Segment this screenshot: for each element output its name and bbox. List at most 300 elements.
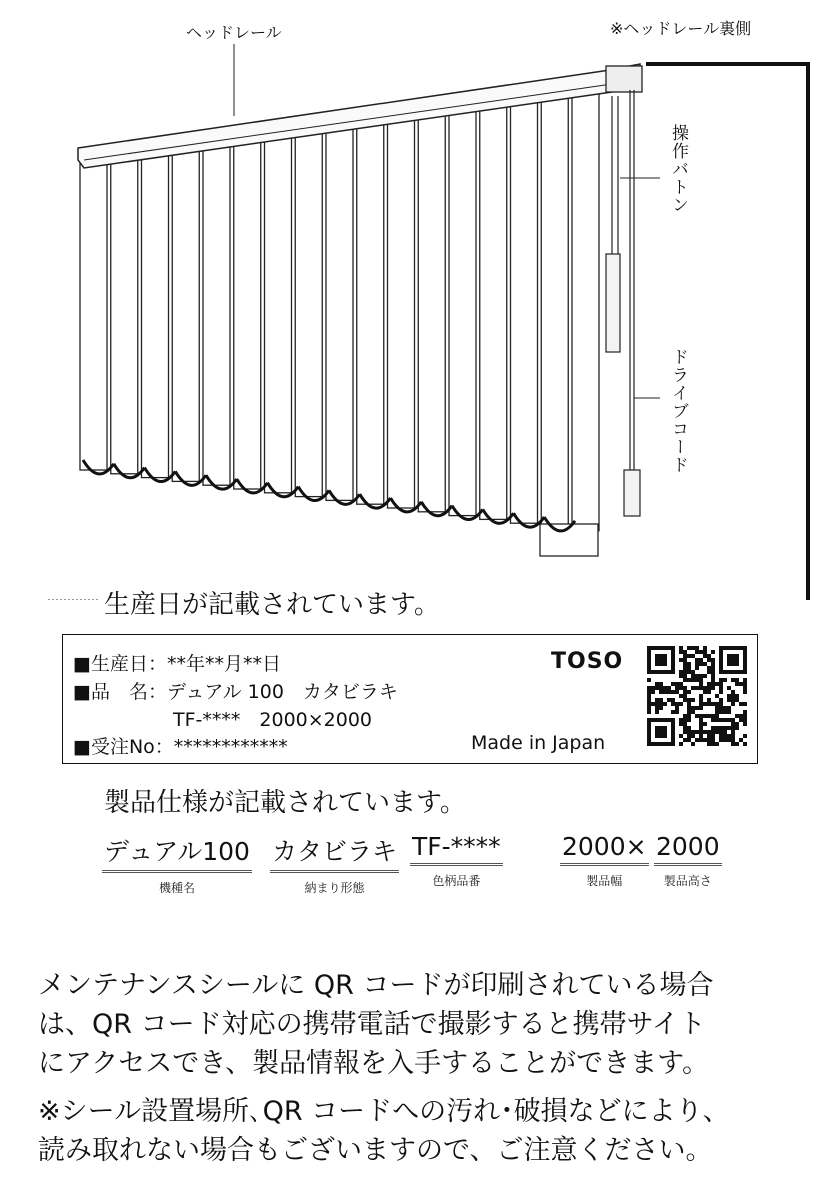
- qr-module: [691, 670, 695, 674]
- blind-slat: [234, 140, 261, 489]
- qr-module: [691, 730, 695, 734]
- qr-module: [707, 702, 711, 706]
- qr-finder-module: [655, 654, 667, 666]
- qr-module: [703, 690, 707, 694]
- qr-module: [663, 686, 667, 690]
- qr-module: [719, 678, 723, 682]
- qr-module: [695, 706, 699, 710]
- qr-module: [735, 678, 739, 682]
- brand-logo: TOSO: [551, 649, 624, 674]
- qr-module: [679, 686, 683, 690]
- qr-module: [691, 706, 695, 710]
- qr-module: [711, 658, 715, 662]
- qr-module: [695, 650, 699, 654]
- qr-module: [715, 694, 719, 698]
- cord-weight: [624, 470, 640, 516]
- head-rail-endcap: [606, 66, 642, 92]
- qr-module: [691, 686, 695, 690]
- qr-module: [683, 678, 687, 682]
- qr-module: [699, 678, 703, 682]
- qr-module: [739, 714, 743, 718]
- caution-line: 読み取れない場合もございますので、ご注意ください。: [38, 1135, 713, 1166]
- qr-module: [695, 662, 699, 666]
- label-order-no: ■受注No：************: [73, 736, 288, 758]
- qr-module: [723, 734, 727, 738]
- qr-module: [743, 686, 747, 690]
- qr-module: [683, 658, 687, 662]
- qr-module: [715, 742, 719, 746]
- qr-module: [711, 674, 715, 678]
- qr-module: [699, 706, 703, 710]
- qr-info-line: にアクセスでき、製品情報を入手することができます。: [38, 1048, 709, 1079]
- spec-width-value: 2000×: [560, 832, 649, 866]
- qr-module: [707, 682, 711, 686]
- qr-module: [647, 710, 651, 714]
- qr-module: [711, 738, 715, 742]
- qr-module: [695, 674, 699, 678]
- qr-module: [731, 742, 735, 746]
- qr-module: [659, 686, 663, 690]
- qr-module: [731, 694, 735, 698]
- qr-module: [695, 678, 699, 682]
- qr-module: [743, 682, 747, 686]
- qr-module: [659, 698, 663, 702]
- qr-module: [743, 718, 747, 722]
- qr-module: [727, 694, 731, 698]
- qr-module: [703, 702, 707, 706]
- qr-module: [723, 718, 727, 722]
- spec-model: [102, 832, 252, 896]
- qr-module: [707, 738, 711, 742]
- qr-module: [659, 682, 663, 686]
- qr-module: [691, 742, 695, 746]
- qr-module: [687, 714, 691, 718]
- qr-module: [731, 738, 735, 742]
- qr-module: [687, 734, 691, 738]
- blind-slat: [541, 92, 568, 527]
- qr-module: [703, 738, 707, 742]
- blind-slat: [480, 102, 507, 520]
- qr-module: [727, 686, 731, 690]
- qr-module: [703, 730, 707, 734]
- qr-module: [739, 738, 743, 742]
- qr-module: [659, 690, 663, 694]
- qr-module: [731, 722, 735, 726]
- qr-module: [675, 702, 679, 706]
- qr-module: [711, 742, 715, 746]
- qr-module: [743, 722, 747, 726]
- qr-module: [731, 702, 735, 706]
- qr-module: [711, 670, 715, 674]
- qr-module: [671, 682, 675, 686]
- spec-model-caption: 機種名: [158, 881, 195, 895]
- baton-grip: [606, 254, 620, 352]
- qr-module: [691, 710, 695, 714]
- qr-module: [707, 698, 711, 702]
- qr-module: [743, 678, 747, 682]
- qr-module: [699, 734, 703, 738]
- qr-module: [647, 702, 651, 706]
- spec-height-caption: 製品高さ: [663, 874, 712, 888]
- qr-module: [719, 734, 723, 738]
- qr-module: [711, 718, 715, 722]
- qr-module: [699, 702, 703, 706]
- qr-module: [683, 686, 687, 690]
- qr-module: [719, 730, 723, 734]
- qr-module: [691, 734, 695, 738]
- qr-module: [727, 710, 731, 714]
- qr-module: [699, 738, 703, 742]
- qr-module: [715, 718, 719, 722]
- qr-module: [735, 714, 739, 718]
- spec-color-value: TF-****: [410, 832, 503, 866]
- qr-module: [743, 690, 747, 694]
- qr-module: [715, 682, 719, 686]
- label-production-date: ■生産日：**年**月**日: [73, 653, 281, 675]
- qr-module: [727, 706, 731, 710]
- qr-module: [695, 686, 699, 690]
- qr-module: [679, 646, 683, 650]
- blind-slat: [142, 154, 169, 477]
- qr-module: [647, 686, 651, 690]
- qr-code-icon: [647, 645, 747, 747]
- qr-module: [691, 698, 695, 702]
- qr-module: [727, 698, 731, 702]
- qr-module: [735, 698, 739, 702]
- qr-module: [655, 710, 659, 714]
- qr-module: [719, 698, 723, 702]
- qr-module: [707, 742, 711, 746]
- qr-module: [679, 682, 683, 686]
- qr-module: [723, 738, 727, 742]
- qr-module: [647, 706, 651, 710]
- qr-module: [687, 698, 691, 702]
- qr-module: [723, 730, 727, 734]
- qr-module: [727, 738, 731, 742]
- qr-module: [655, 686, 659, 690]
- qr-module: [735, 742, 739, 746]
- qr-module: [731, 698, 735, 702]
- qr-info-paragraph: [38, 966, 713, 1083]
- caution-paragraph: [38, 1092, 730, 1170]
- qr-module: [687, 666, 691, 670]
- qr-module: [699, 686, 703, 690]
- qr-module: [699, 674, 703, 678]
- blind-slat: [172, 150, 199, 482]
- qr-module: [719, 686, 723, 690]
- qr-module: [683, 718, 687, 722]
- qr-module: [683, 666, 687, 670]
- production-date-note: 生産日が記載されています。: [104, 590, 440, 620]
- qr-module: [699, 698, 703, 702]
- qr-module: [703, 722, 707, 726]
- qr-module: [683, 694, 687, 698]
- qr-module: [671, 690, 675, 694]
- qr-module: [711, 730, 715, 734]
- qr-module: [651, 702, 655, 706]
- qr-module: [703, 654, 707, 658]
- qr-module: [683, 690, 687, 694]
- qr-module: [711, 662, 715, 666]
- head-rail-label: ヘッドレール: [186, 23, 282, 42]
- qr-module: [715, 730, 719, 734]
- qr-module: [743, 734, 747, 738]
- qr-module: [707, 658, 711, 662]
- qr-module: [695, 738, 699, 742]
- qr-module: [739, 702, 743, 706]
- qr-module: [743, 702, 747, 706]
- spec-color-caption: 色柄品番: [432, 874, 481, 888]
- qr-module: [687, 726, 691, 730]
- qr-module: [691, 674, 695, 678]
- qr-module: [707, 734, 711, 738]
- qr-module: [731, 734, 735, 738]
- maintenance-label: [62, 634, 758, 764]
- qr-module: [707, 730, 711, 734]
- qr-module: [727, 718, 731, 722]
- qr-module: [687, 706, 691, 710]
- qr-module: [711, 666, 715, 670]
- baton-label: 操作バトン: [668, 124, 688, 214]
- qr-module: [707, 670, 711, 674]
- qr-module: [667, 690, 671, 694]
- qr-module: [675, 690, 679, 694]
- qr-module: [711, 726, 715, 730]
- qr-module: [655, 698, 659, 702]
- qr-module: [735, 726, 739, 730]
- qr-module: [707, 714, 711, 718]
- qr-module: [667, 698, 671, 702]
- blind-slat: [511, 97, 538, 523]
- qr-module: [711, 678, 715, 682]
- qr-info-line: メンテナンスシールに QR コードが印刷されている場合: [38, 970, 714, 1001]
- qr-module: [743, 714, 747, 718]
- qr-module: [683, 654, 687, 658]
- qr-module: [671, 702, 675, 706]
- qr-module: [675, 710, 679, 714]
- made-in-label: Made in Japan: [471, 732, 606, 754]
- qr-module: [723, 678, 727, 682]
- qr-module: [703, 650, 707, 654]
- qr-module: [679, 702, 683, 706]
- qr-module: [647, 698, 651, 702]
- qr-module: [739, 718, 743, 722]
- qr-module: [659, 702, 663, 706]
- qr-module: [719, 710, 723, 714]
- spec-model-value: デュアル100: [102, 832, 252, 873]
- qr-module: [687, 690, 691, 694]
- qr-module: [699, 730, 703, 734]
- qr-module: [711, 702, 715, 706]
- qr-module: [687, 738, 691, 742]
- qr-module: [743, 710, 747, 714]
- qr-module: [727, 734, 731, 738]
- qr-module: [695, 730, 699, 734]
- qr-module: [663, 690, 667, 694]
- blind-slat: [295, 130, 322, 496]
- qr-module: [719, 682, 723, 686]
- qr-module: [695, 666, 699, 670]
- blind-slat: [111, 159, 138, 474]
- qr-module: [647, 694, 651, 698]
- qr-module: [727, 726, 731, 730]
- qr-module: [683, 738, 687, 742]
- qr-module: [719, 718, 723, 722]
- qr-module: [707, 654, 711, 658]
- spec-style: [270, 832, 399, 896]
- qr-module: [703, 714, 707, 718]
- qr-module: [703, 686, 707, 690]
- qr-module: [687, 710, 691, 714]
- qr-module: [687, 678, 691, 682]
- qr-module: [711, 686, 715, 690]
- qr-module: [707, 690, 711, 694]
- qr-module: [719, 690, 723, 694]
- qr-module: [655, 682, 659, 686]
- qr-module: [743, 742, 747, 746]
- qr-module: [723, 706, 727, 710]
- spec-height-value: 2000: [654, 832, 722, 866]
- qr-module: [699, 650, 703, 654]
- qr-module: [719, 702, 723, 706]
- qr-module: [691, 678, 695, 682]
- qr-module: [719, 738, 723, 742]
- qr-module: [655, 702, 659, 706]
- qr-module: [683, 670, 687, 674]
- qr-module: [731, 690, 735, 694]
- qr-module: [707, 666, 711, 670]
- spec-width-caption: 製品幅: [586, 874, 623, 888]
- qr-module: [683, 650, 687, 654]
- qr-module: [703, 646, 707, 650]
- qr-module: [699, 726, 703, 730]
- qr-module: [683, 698, 687, 702]
- qr-module: [699, 662, 703, 666]
- caution-line: ※シール設置場所､QR コードへの汚れ･破損などにより、: [38, 1096, 730, 1127]
- label-product-code: TF-**** 2000×2000: [173, 709, 373, 731]
- qr-module: [679, 722, 683, 726]
- spec-width: [560, 832, 649, 889]
- qr-module: [695, 646, 699, 650]
- qr-module: [699, 714, 703, 718]
- qr-finder-module: [655, 726, 667, 738]
- qr-module: [683, 730, 687, 734]
- spec-style-value: カタビラキ: [270, 832, 399, 873]
- qr-module: [731, 726, 735, 730]
- qr-module: [731, 730, 735, 734]
- qr-module: [683, 726, 687, 730]
- qr-module: [679, 670, 683, 674]
- qr-module: [715, 714, 719, 718]
- qr-module: [679, 674, 683, 678]
- qr-module: [679, 718, 683, 722]
- qr-module: [683, 722, 687, 726]
- qr-module: [687, 670, 691, 674]
- qr-module: [655, 706, 659, 710]
- qr-module: [659, 706, 663, 710]
- qr-module: [663, 702, 667, 706]
- qr-module: [699, 722, 703, 726]
- head-rail-back-label: ※ヘッドレール裏側: [610, 19, 752, 38]
- qr-module: [687, 654, 691, 658]
- blind-slat: [357, 121, 384, 504]
- blind-slat: [418, 111, 445, 512]
- qr-module: [735, 694, 739, 698]
- qr-module: [723, 710, 727, 714]
- drive-cord-label: ドライブコード: [668, 348, 688, 474]
- qr-module: [711, 682, 715, 686]
- qr-module: [671, 710, 675, 714]
- qr-module: [711, 650, 715, 654]
- qr-module: [707, 686, 711, 690]
- qr-module: [699, 682, 703, 686]
- spec-color: [410, 832, 503, 889]
- blind-slat: [449, 106, 476, 515]
- qr-module: [739, 682, 743, 686]
- qr-info-line: は、QR コード対応の携帯電話で撮影すると携帯サイト: [38, 1009, 706, 1040]
- qr-module: [687, 702, 691, 706]
- qr-module: [687, 718, 691, 722]
- qr-module: [703, 662, 707, 666]
- qr-module: [695, 658, 699, 662]
- qr-module: [687, 646, 691, 650]
- qr-module: [719, 706, 723, 710]
- qr-module: [731, 678, 735, 682]
- qr-module: [715, 706, 719, 710]
- blind-slat: [388, 116, 415, 508]
- spec-style-caption: 納まり形態: [304, 881, 365, 895]
- blind-slat: [572, 87, 599, 531]
- qr-module: [715, 726, 719, 730]
- qr-module: [671, 698, 675, 702]
- qr-module: [679, 742, 683, 746]
- qr-module: [691, 646, 695, 650]
- qr-module: [699, 694, 703, 698]
- qr-module: [695, 714, 699, 718]
- qr-module: [699, 718, 703, 722]
- qr-module: [679, 658, 683, 662]
- qr-module: [687, 662, 691, 666]
- qr-module: [679, 734, 683, 738]
- qr-module: [651, 690, 655, 694]
- blind-slat: [326, 126, 353, 501]
- qr-module: [723, 726, 727, 730]
- qr-module: [667, 686, 671, 690]
- qr-module: [647, 678, 651, 682]
- qr-module: [683, 662, 687, 666]
- spec-height: [654, 832, 722, 889]
- qr-module: [679, 650, 683, 654]
- blind-slat: [203, 145, 230, 485]
- blind-slat: [80, 164, 107, 470]
- product-spec-note: 製品仕様が記載されています。: [104, 788, 466, 818]
- qr-module: [683, 714, 687, 718]
- qr-module: [735, 722, 739, 726]
- qr-module: [691, 654, 695, 658]
- qr-module: [711, 714, 715, 718]
- qr-module: [719, 726, 723, 730]
- qr-module: [731, 718, 735, 722]
- qr-module: [675, 686, 679, 690]
- qr-module: [715, 710, 719, 714]
- qr-module: [651, 686, 655, 690]
- qr-module: [703, 674, 707, 678]
- qr-module: [683, 674, 687, 678]
- qr-module: [699, 658, 703, 662]
- qr-module: [715, 702, 719, 706]
- qr-finder-module: [727, 654, 739, 666]
- qr-module: [647, 690, 651, 694]
